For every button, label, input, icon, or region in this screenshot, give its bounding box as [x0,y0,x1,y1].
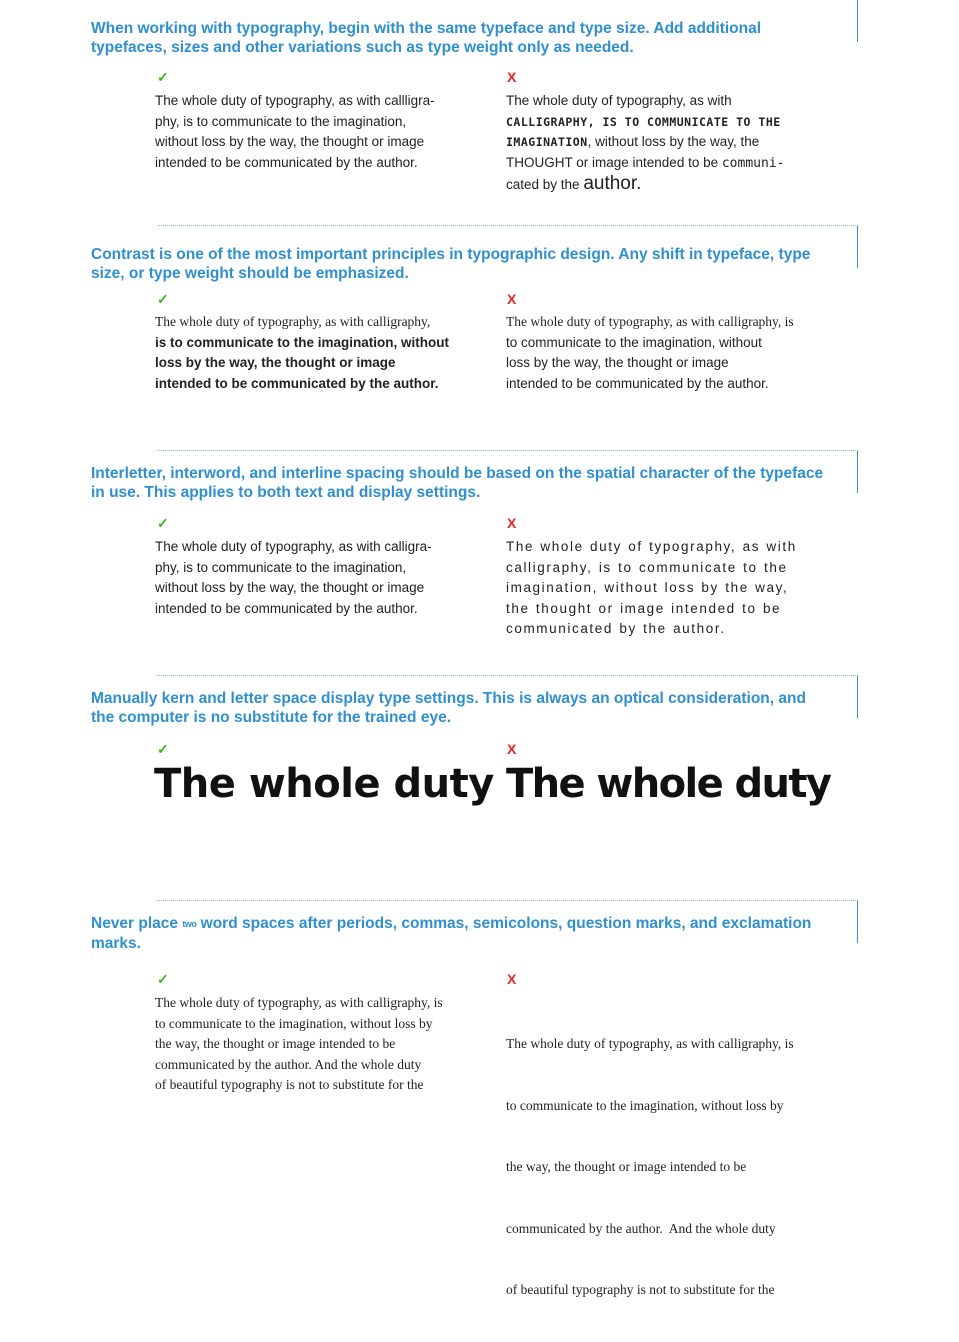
incorrect-example [506,537,856,640]
heading-small-word: two [182,919,197,929]
example-line: of beautiful typography is not to substitute for the [155,1077,424,1092]
example-line: The whole duty of typography, as with calligraphy, is [155,995,443,1010]
stencil-word: IMAGINATION [506,135,588,149]
example-line: The whole duty of typography, as with calligraphy, [155,314,431,329]
example-line: communicated by the author. And the whole duty [506,1220,776,1236]
example-text: cated by the [506,177,584,192]
correct-example [155,993,505,1096]
example-line: phy, is to communicate to the imagination, [155,559,407,575]
example-line: without loss by the way, the thought or image [155,134,425,149]
example-line: phy, is to communicate to the imagination, [155,113,407,129]
mono-word: communi- [721,155,785,171]
example-line: the way, the thought or image intended to be [506,1159,747,1174]
example-line-bold: is to communicate to the imagination, without [155,334,450,350]
display-type-unkerned: The whole duty [506,761,831,807]
example-line: The whole duty of typography, as with callligra- [155,93,435,108]
guideline-heading: Contrast is one of the most important principles in typographic design. Any shift in typeface, type size, or type weight should be emphasized. [91,246,811,282]
example-line: The whole duty of typography, as with calligraphy, is [506,314,794,329]
example-line: The whole duty of typography, as with calligraphy, is [506,1036,794,1051]
check-icon: ✓ [157,69,169,85]
example-line [506,174,856,196]
guideline-heading [91,914,831,953]
cross-icon: X [507,515,517,531]
example-line: to communicate to the imagination, without loss by [506,1097,784,1113]
example-line [506,153,856,175]
example-line: The whole duty of typography, as with [506,93,732,108]
example-line: to communicate to the imagination, without [506,334,762,350]
check-icon: ✓ [157,971,169,987]
heading-text: Never place [91,915,183,932]
example-line-stencil: CALLIGRAPHY, IS TO COMMUNICATE TO THE [506,114,781,129]
guideline-heading: Manually kern and letter space display type settings. This is always an optical consideration, and the computer is no substitute for the trained eye. [91,690,806,726]
correct-example [155,312,505,394]
example-line: intended to be communicated by the author. [155,154,418,170]
example-line: the way, the thought or image intended to be [155,1036,396,1051]
cross-icon: X [507,971,517,987]
example-line: of beautiful typography is not to substitute for the [506,1282,775,1297]
example-line: intended to be communicated by the author. [506,375,769,391]
check-icon: ✓ [157,515,169,531]
check-icon: ✓ [157,291,169,307]
incorrect-example [506,993,856,1342]
large-word: author. [583,173,642,194]
incorrect-example [506,312,856,394]
example-line: calligraphy, is to communicate to the [506,559,788,575]
incorrect-example [506,91,856,196]
example-line: intended to be communicated by the author. [155,600,418,616]
correct-example [155,91,505,173]
guideline-heading: Interletter, interword, and interline spacing should be based on the spatial character of the typeface in use. This applies to both text and display settings. [91,465,824,501]
example-line: the thought or image intended to be [506,600,782,616]
check-icon: ✓ [157,741,169,757]
example-line: communicated by the author. And the whole duty [155,1056,422,1072]
example-line [506,132,856,153]
example-line: to communicate to the imagination, without loss by [155,1015,433,1031]
example-text: or image intended to be [572,154,722,170]
example-line: The whole duty of typography, as with [506,539,797,554]
example-line: imagination, without loss by the way, [506,580,789,595]
example-line-bold: loss by the way, the thought or image [155,355,396,370]
cross-icon: X [507,741,517,757]
example-line: without loss by the way, the thought or image [155,580,425,595]
correct-example [155,537,505,619]
example-line: communicated by the author. [506,621,726,636]
cross-icon: X [507,69,517,85]
heading-text: word spaces after periods, commas, semicolons, question marks, and exclamation marks. [91,915,812,952]
caps-word: THOUGHT [506,154,573,170]
cross-icon: X [507,291,517,307]
example-text: , without loss by the way, the [587,134,760,149]
example-line: loss by the way, the thought or image [506,355,729,370]
example-line: The whole duty of typography, as with calligra- [155,539,432,554]
example-line-bold: intended to be communicated by the author. [155,375,439,391]
display-type-kerned: The whole duty [154,761,494,807]
guideline-heading: When working with typography, begin with the same typeface and type size. Add additional typefaces, sizes and other variations such as type weight only as needed. [91,20,762,56]
